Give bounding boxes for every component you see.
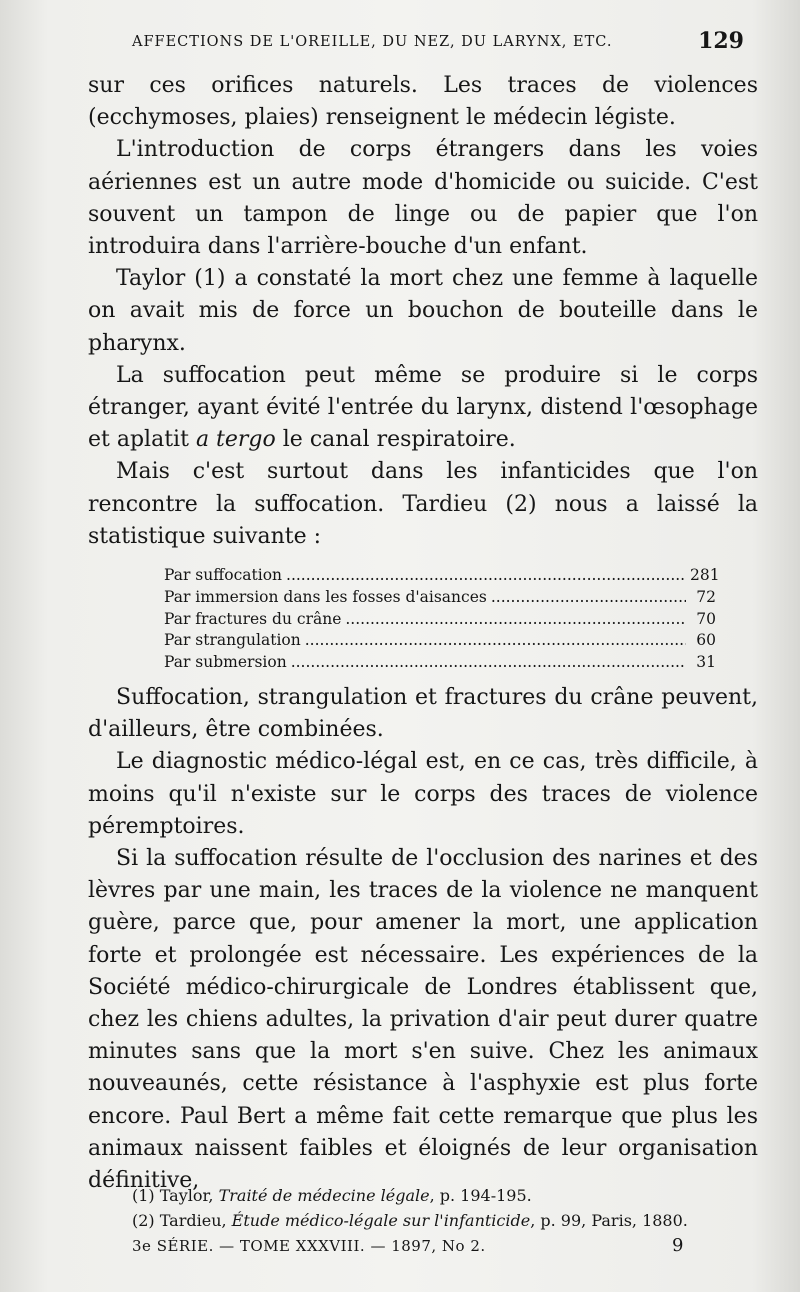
signature-mark: 9: [672, 1235, 684, 1256]
statistics-value: 72: [696, 587, 716, 606]
statistics-row: [164, 609, 716, 631]
paragraph: Suffocation, strangulation et fractures du crâne peuvent, d'ailleurs, être combinées.: [88, 685, 758, 743]
statistics-label: Par fractures du crâne: [164, 609, 342, 628]
paragraph: Taylor (1) a constaté la mort chez une femme à laquelle on avait mis de force un bouchon de bouteille dans le pharynx.: [88, 266, 758, 356]
paragraph-text: La suffocation peut même se produire si le corps étranger, ayant évité l'entrée du larynx, distend l'œsophage et aplatit: [88, 362, 758, 453]
footnote-title: Traité de médecine légale: [218, 1186, 430, 1205]
leader-dots: [345, 609, 686, 631]
statistics-row: [164, 587, 716, 609]
paragraph: sur ces orifices naturels. Les traces de violences (ecchymoses, plaies) renseignent le médecin légiste.: [88, 73, 758, 131]
statistics-value: 31: [696, 653, 716, 672]
statistics-label: Par submersion: [164, 653, 287, 672]
page-footer: [132, 1237, 684, 1255]
footnote-text: (2) Tardieu,: [132, 1211, 232, 1230]
footnote-text: , p. 99, Paris, 1880.: [530, 1211, 688, 1230]
leader-dots: [305, 630, 686, 652]
leader-dots: [491, 587, 686, 609]
statistics-value: 70: [696, 609, 716, 628]
leader-dots: [286, 565, 686, 587]
page-number: 129: [698, 28, 744, 54]
statistics-label: Par suffocation: [164, 566, 283, 585]
statistics-label: Par strangulation: [164, 631, 301, 650]
body-text: [88, 70, 758, 1197]
statistics-row: [164, 565, 720, 587]
footnote-2: [132, 1208, 772, 1233]
statistics-table: [164, 565, 720, 674]
italic-phrase: a tergo: [195, 427, 276, 453]
footnote-1: [132, 1183, 772, 1208]
footnote-title: Étude médico-légale sur l'infanticide: [231, 1211, 531, 1230]
series-info: 3e SÉRIE. — TOME XXXVIII. — 1897, No 2.: [132, 1237, 486, 1255]
statistics-row: [164, 652, 716, 674]
statistics-row: [164, 630, 716, 652]
leader-dots: [291, 652, 686, 674]
statistics-label: Par immersion dans les fosses d'aisances: [164, 587, 487, 606]
paragraph: Mais c'est surtout dans les infanticides que l'on rencontre la suffocation. Tardieu (2) nous a laissé la statistique suivante :: [88, 459, 758, 549]
running-title: AFFECTIONS DE L'OREILLE, DU NEZ, DU LARYNX, ETC.: [132, 34, 613, 50]
paragraph: [88, 360, 758, 457]
paragraph: L'introduction de corps étrangers dans les voies aériennes est un autre mode d'homicide ou suicide. C'est souvent un tampon de linge ou de papier que l'on introduira dans l'arrière-bouche d'un enfant.: [88, 137, 758, 260]
paragraph: Si la suffocation résulte de l'occlusion des narines et des lèvres par une main, les traces de la violence ne manquent guère, parce que, pour amener la mort, une application forte et prolongée est nécessaire. Les expériences de la Société médico-chirurgicale de Londres établissent que, chez les chiens adultes, la privation d'air peut durer quatre minutes sans que la mort s'en suive. Chez les animaux nouveaunés, cette résistance à l'asphyxie est plus forte encore. Paul Bert a même fait cette remarque que plus les animaux naissent faibles et éloignés de leur organisation définitive,: [88, 846, 758, 1194]
paragraph: Le diagnostic médico-légal est, en ce cas, très difficile, à moins qu'il n'existe sur le corps des traces de violence péremptoires.: [88, 749, 758, 839]
running-header: [132, 28, 744, 54]
statistics-value: 281: [690, 566, 720, 585]
paragraph-text: le canal respiratoire.: [282, 427, 516, 453]
footnotes: [132, 1183, 772, 1233]
statistics-value: 60: [696, 631, 716, 650]
footnote-text: , p. 194-195.: [429, 1186, 532, 1205]
footnote-text: (1) Taylor,: [132, 1186, 219, 1205]
